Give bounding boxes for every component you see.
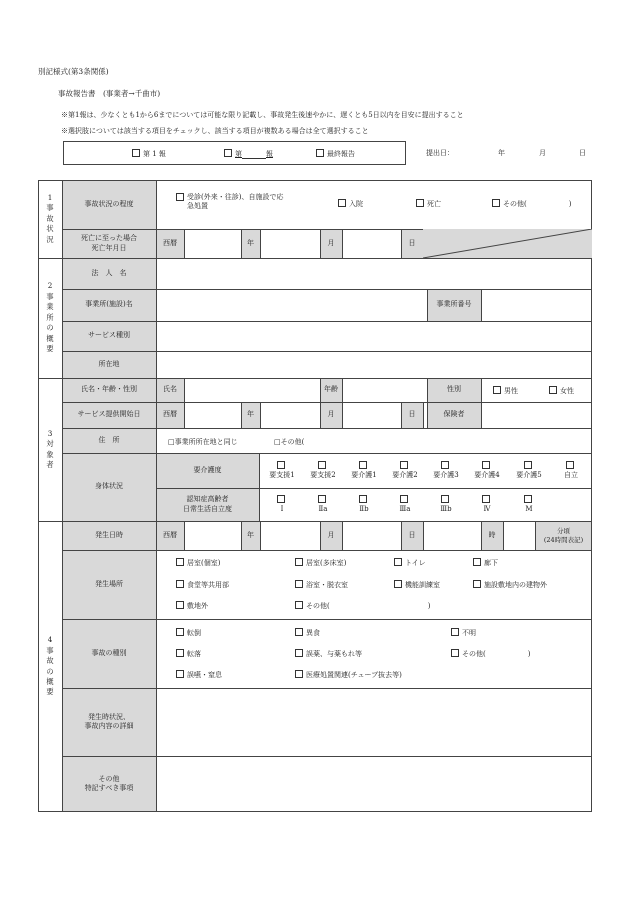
severity-option-other[interactable]: その他( )	[492, 199, 571, 209]
place-option[interactable]: 機能訓練室	[394, 580, 440, 590]
place-option[interactable]: 施設敷地内の建物外	[473, 580, 547, 590]
place-option[interactable]: 廊下	[473, 558, 498, 568]
office-address-label: 所在地	[98, 359, 120, 368]
care-level-option[interactable]: 要介護5	[511, 461, 547, 481]
accident-type-option[interactable]: 医療処置関連(チューブ抜去等)	[295, 670, 402, 680]
report-nth-option[interactable]: 第 報	[224, 149, 273, 159]
checkbox-icon[interactable]	[451, 649, 459, 657]
dementia-level-label: 認知症高齢者 日常生活自立度	[183, 495, 232, 513]
dementia-level-option[interactable]: Ⅲa	[387, 495, 423, 515]
accident-type-option[interactable]: 異食	[295, 628, 320, 638]
occurrence-minute-unit: 分頃 (24時間表記)	[543, 526, 584, 544]
corp-name-label: 法 人 名	[91, 268, 127, 277]
occurrence-era: 西暦	[163, 530, 177, 539]
death-era: 西暦	[163, 238, 177, 247]
submit-day: 日	[579, 149, 586, 157]
office-number-label: 事業所番号	[436, 300, 472, 309]
checkbox-icon[interactable]	[566, 461, 574, 469]
checkbox-icon[interactable]	[176, 628, 184, 636]
place-option[interactable]: トイレ	[394, 558, 426, 568]
care-level-option[interactable]: 要介護2	[387, 461, 423, 481]
checkbox-icon[interactable]	[295, 649, 303, 657]
care-level-option[interactable]: 自立	[553, 461, 589, 481]
section-2-label: 2 事 業 所 の 概 要	[46, 281, 54, 354]
accident-type-option[interactable]: 誤薬、与薬もれ等	[295, 649, 362, 659]
place-option[interactable]: 居室(多床室)	[295, 558, 346, 568]
accident-type-option[interactable]: 不明	[451, 628, 476, 638]
subject-name-label: 氏名	[163, 385, 177, 394]
address-same-option[interactable]: □事業所所在地と同じ	[168, 438, 238, 446]
place-label: 発生場所	[95, 579, 123, 588]
place-option[interactable]: 食堂等共用部	[176, 580, 229, 590]
checkbox-icon[interactable]	[338, 199, 346, 207]
dementia-level-option[interactable]: Ⅱa	[305, 495, 341, 515]
checkbox-icon[interactable]	[295, 580, 303, 588]
gender-male-option[interactable]: 男性	[493, 386, 518, 396]
checkbox-icon[interactable]	[277, 461, 285, 469]
death-year-unit: 年	[247, 238, 254, 247]
care-level-option[interactable]: 要支援1	[264, 461, 300, 481]
checkbox-icon[interactable]	[176, 601, 184, 609]
section-3-label: 3 対 象 者	[46, 428, 54, 469]
checkbox-icon[interactable]	[473, 580, 481, 588]
other-notes-label: その他 特記すべき事項	[84, 774, 134, 792]
severity-option-death[interactable]: 死亡	[416, 199, 441, 209]
care-level-label: 要介護度	[193, 465, 222, 474]
severity-option-hospital[interactable]: 入院	[338, 199, 363, 209]
checkbox-icon[interactable]	[359, 495, 367, 503]
place-option[interactable]: 居室(個室)	[176, 558, 220, 568]
subject-gender-label: 性別	[447, 385, 461, 394]
accident-detail-field[interactable]	[157, 689, 591, 755]
accident-type-option[interactable]: 誤嚥・窒息	[176, 670, 222, 680]
occurrence-month-unit: 月	[327, 530, 335, 539]
start-era: 西暦	[163, 410, 177, 419]
report-type-box	[63, 141, 406, 165]
dementia-level-option[interactable]: Ⅲb	[428, 495, 464, 515]
section-4-label: 4 事 故 の 概 要	[46, 635, 54, 697]
checkbox-icon[interactable]	[482, 461, 490, 469]
start-year-unit: 年	[247, 410, 254, 419]
occurrence-hour-unit: 時	[488, 530, 496, 539]
service-start-label: サービス提供開始日	[77, 410, 141, 419]
submit-year: 年	[498, 149, 505, 157]
place-option[interactable]: その他( )	[295, 601, 430, 611]
checkbox-icon[interactable]	[318, 495, 326, 503]
accident-detail-label: 発生時状況、 事故内容の詳細	[84, 712, 134, 730]
death-day-unit: 日	[408, 238, 416, 247]
checkbox-icon[interactable]	[295, 628, 303, 636]
checkbox-icon[interactable]	[451, 628, 459, 636]
address-other-option[interactable]: □その他(	[274, 438, 305, 446]
checkbox-icon[interactable]	[316, 149, 324, 157]
checkbox-icon[interactable]	[549, 386, 557, 394]
accident-type-option[interactable]: その他( )	[451, 649, 530, 659]
checkbox-icon[interactable]	[318, 461, 326, 469]
form-id: 別記様式(第3条関係)	[38, 67, 109, 76]
report-first-option[interactable]: 第 1 報	[132, 149, 166, 159]
care-level-option[interactable]: 要介護1	[346, 461, 382, 481]
checkbox-icon[interactable]	[176, 580, 184, 588]
checkbox-icon[interactable]	[176, 649, 184, 657]
checkbox-icon[interactable]	[295, 558, 303, 566]
service-type-label: サービス種別	[88, 331, 130, 340]
dementia-level-option[interactable]: M	[511, 495, 547, 515]
start-day-unit: 日	[408, 410, 416, 419]
checkbox-icon[interactable]	[492, 199, 500, 207]
checkbox-icon[interactable]	[441, 495, 449, 503]
place-option[interactable]: 敷地外	[176, 601, 208, 611]
note-2: ※選択肢については該当する項目をチェックし、該当する項目が複数ある場合は全て選択すること	[61, 127, 369, 135]
checkbox-icon[interactable]	[473, 558, 481, 566]
checkbox-icon[interactable]	[493, 386, 501, 394]
submit-date-label: 提出日：	[426, 149, 454, 157]
subject-name-row-label: 氏名・年齢・性別	[81, 385, 137, 394]
report-final-option[interactable]: 最終報告	[316, 149, 355, 159]
start-month-unit: 月	[327, 410, 335, 419]
checkbox-icon[interactable]	[394, 580, 402, 588]
checkbox-icon[interactable]	[482, 495, 490, 503]
occurrence-year-unit: 年	[247, 530, 254, 539]
checkbox-icon[interactable]	[176, 670, 184, 678]
care-level-option[interactable]: 要介護4	[469, 461, 505, 481]
place-option[interactable]: 浴室・脱衣室	[295, 580, 348, 590]
office-name-label: 事業所(施設)名	[85, 300, 133, 309]
checkbox-icon[interactable]	[400, 461, 408, 469]
gender-female-option[interactable]: 女性	[549, 386, 574, 396]
care-level-option[interactable]: 要介護3	[428, 461, 464, 481]
checkbox-icon[interactable]	[400, 495, 408, 503]
dementia-level-option[interactable]: Ⅳ	[469, 495, 505, 515]
page-title: 事故報告書 (事業者→千曲市)	[58, 89, 161, 98]
subject-address-label: 住 所	[98, 435, 120, 444]
checkbox-icon[interactable]	[132, 149, 140, 157]
checkbox-icon[interactable]	[224, 149, 232, 157]
submit-month: 月	[539, 149, 546, 157]
death-month-unit: 月	[327, 238, 335, 247]
severity-label: 事故状況の程度	[84, 199, 134, 208]
checkbox-icon[interactable]	[277, 495, 285, 503]
checkbox-icon[interactable]	[359, 461, 367, 469]
checkbox-icon[interactable]	[394, 558, 402, 566]
dementia-level-option[interactable]: Ⅱb	[346, 495, 382, 515]
diagonal-blank	[423, 229, 592, 258]
death-date-label: 死亡に至った場合 死亡年月日	[81, 234, 137, 252]
checkbox-icon[interactable]	[176, 193, 184, 201]
occurrence-date-label: 発生日時	[95, 530, 123, 539]
accident-type-label: 事故の種別	[91, 648, 127, 657]
note-1: ※第1報は、少なくとも1から6までについては可能な限り記載し、事故発生後速やかに、遅くとも5日以内を目安に提出すること	[61, 111, 464, 119]
subject-age-label: 年齢	[324, 385, 338, 394]
body-condition-label: 身体状況	[95, 482, 123, 491]
care-level-option[interactable]: 要支援2	[305, 461, 341, 481]
section-1-label: 1 事 故 状 況	[46, 192, 54, 244]
severity-option-outpatient[interactable]: 受診(外来・往診)、自施設で応急処置	[176, 193, 287, 212]
checkbox-icon[interactable]	[441, 461, 449, 469]
accident-type-option[interactable]: 転倒	[176, 628, 201, 638]
insurer-label: 保険者	[443, 410, 465, 419]
checkbox-icon[interactable]	[524, 461, 532, 469]
checkbox-icon[interactable]	[295, 601, 303, 609]
checkbox-icon[interactable]	[176, 558, 184, 566]
accident-type-option[interactable]: 転落	[176, 649, 201, 659]
dementia-level-option[interactable]: Ⅰ	[264, 495, 300, 515]
other-notes-field[interactable]	[157, 757, 591, 811]
checkbox-icon[interactable]	[416, 199, 424, 207]
checkbox-icon[interactable]	[295, 670, 303, 678]
checkbox-icon[interactable]	[524, 495, 532, 503]
occurrence-day-unit: 日	[408, 530, 416, 539]
